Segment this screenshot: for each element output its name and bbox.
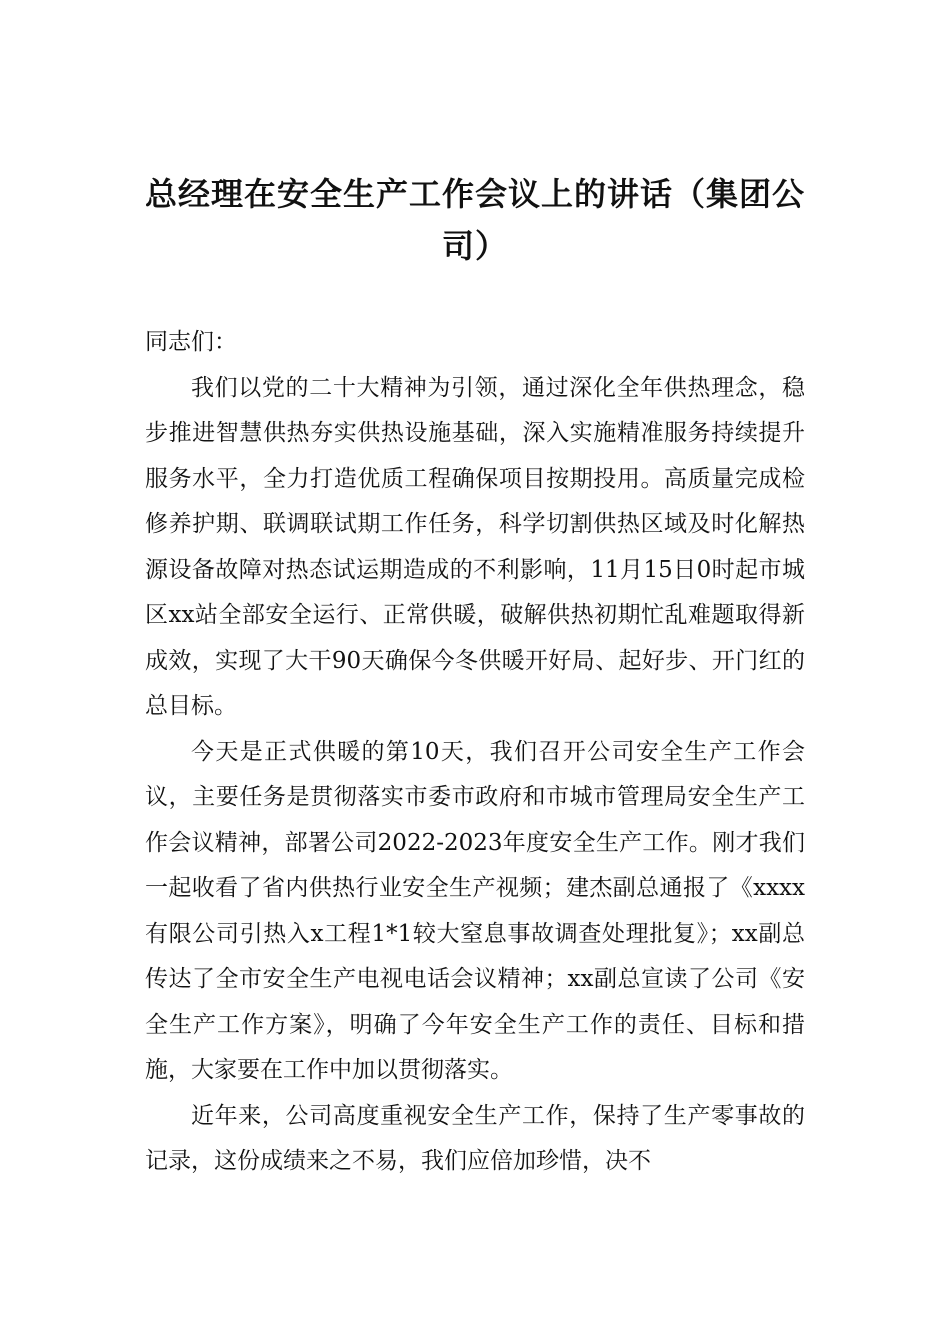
paragraph-2: 今天是正式供暖的第10天，我们召开公司安全生产工作会议，主要任务是贯彻落实市委市政府和市城市管理局安全生产工作会议精神，部署公司2022-2023年度安全生产工作。刚才我们一起收看了省内供热行业安全生产视频；建杰副总通报了《xxxx有限公司引热入x工程1*1较大窒息事故调查处理批复》；xx副总传达了全市安全生产电视电话会议精神；xx副总宣读了公司《安全生产工作方案》，明确了今年安全生产工作的责任、目标和措施，大家要在工作中加以贯彻落实。 <box>145 738 805 1083</box>
paragraph-1: 我们以党的二十大精神为引领，通过深化全年供热理念，稳步推进智慧供热夯实供热设施基础，深入实施精准服务持续提升服务水平，全力打造优质工程确保项目按期投用。高质量完成检修养护期、联调联试期工作任务，科学切割供热区域及时化解热源设备故障对热态试运期造成的不利影响，11月15日0时起市城区xx站全部安全运行、正常供暖，破解供热初期忙乱难题取得新成效，实现了大干90天确保今冬供暖开好局、起好步、开门红的总目标。 <box>145 374 805 719</box>
document-title: 总经理在安全生产工作会议上的讲话（集团公司） <box>145 175 806 265</box>
document-body <box>145 320 805 1185</box>
paragraph-3: 近年来，公司高度重视安全生产工作，保持了生产零事故的记录，这份成绩来之不易，我们应倍加珍惜，决不 <box>145 1102 805 1174</box>
salutation: 同志们： <box>145 329 237 355</box>
